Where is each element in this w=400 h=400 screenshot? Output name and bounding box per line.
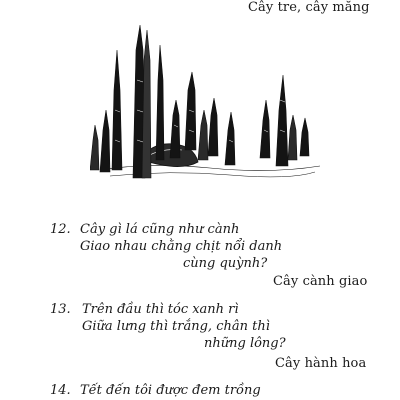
bamboo-shoots — [90, 25, 309, 178]
bamboo-shoot — [288, 115, 297, 160]
riddle-line: cùng quỳnh? — [183, 256, 268, 271]
riddle-answer: Cây cành giao — [273, 274, 368, 289]
riddle-number: 13. — [50, 302, 71, 317]
riddle-answer: Cây hành hoa — [275, 356, 367, 371]
riddle-line: Giao nhau chằng chịt nổi danh — [80, 239, 283, 254]
bamboo-shoot — [276, 75, 288, 166]
bamboo-stalk — [142, 30, 151, 178]
riddle-line: Cây gì lá cũng như cành — [80, 222, 240, 237]
riddle-line: Tết đến tôi được đem trồng — [80, 383, 261, 398]
bamboo-shoot — [300, 118, 309, 156]
bamboo-shoot — [208, 98, 218, 156]
answer-top: Cây tre, cây măng — [248, 0, 370, 15]
bamboo-shoot — [225, 112, 235, 165]
riddle-line: Giữa lưng thì trắng, chân thì — [82, 319, 270, 334]
bamboo-shoots-illustration — [90, 20, 330, 185]
bamboo-shoot — [100, 110, 110, 172]
riddle-number: 14. — [50, 383, 71, 398]
bamboo-shoot — [260, 100, 270, 158]
riddle-number: 12. — [50, 222, 71, 237]
bamboo-shoot — [90, 125, 99, 170]
bamboo-shoot — [198, 110, 208, 160]
bamboo-shoot — [170, 100, 180, 158]
riddle-line: Trên đầu thì tóc xanh rì — [82, 302, 239, 317]
bamboo-shoot — [185, 72, 196, 150]
riddle-line: những lông? — [204, 336, 286, 351]
bamboo-stalk — [156, 45, 164, 160]
bamboo-stalk — [112, 50, 122, 170]
